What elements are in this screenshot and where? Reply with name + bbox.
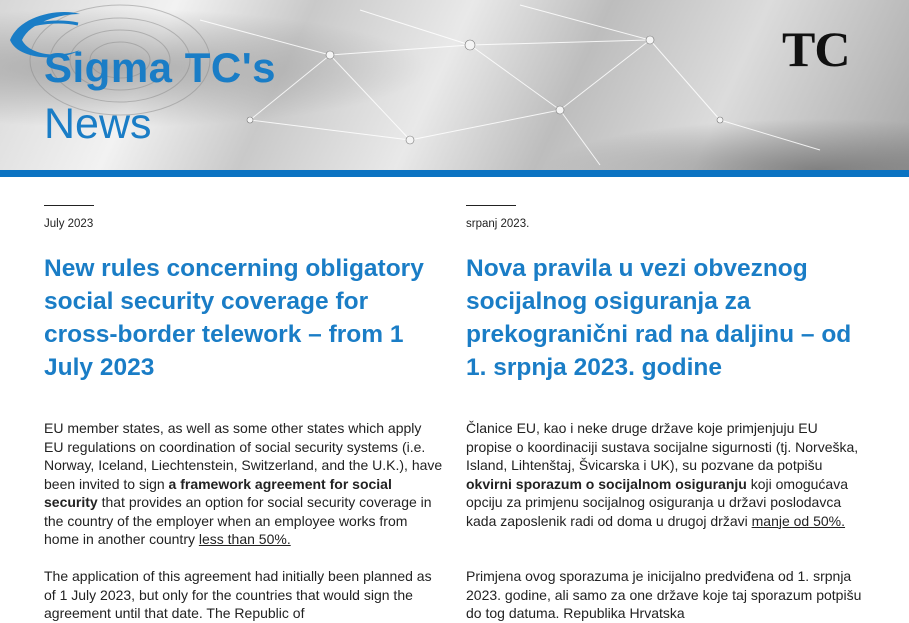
article-headline: Nova pravila u vezi obveznog socijalnog osiguranja za prekogranični rad na daljinu – od 1. srpnja 2023. godine bbox=[466, 255, 852, 381]
english-column bbox=[44, 205, 444, 621]
paragraph-underlined-text: manje od 50%. bbox=[751, 512, 846, 529]
article-paragraph-1 bbox=[44, 419, 444, 549]
newsletter-title: Sigma TC's bbox=[44, 44, 277, 91]
paragraph-bold-text: a framework agreement for social security bbox=[44, 475, 392, 510]
date-rule bbox=[466, 205, 516, 206]
paragraph-bold-text: okvirni sporazum o socijalnom osiguranju bbox=[466, 475, 747, 492]
paragraph-underlined-text: less than 50%. bbox=[198, 531, 291, 547]
article-paragraph-2: The application of this agreement had initially been planned as of 1 July 2023, but only for the countries that would sign the agreement until that date. The Republic of bbox=[44, 568, 432, 621]
date-rule bbox=[44, 205, 94, 206]
paragraph-text: koji omogućava opciju za primjenu socijalnog osiguranja u državi poslodavca kada zaposlenik radi od doma u drugoj državi bbox=[466, 475, 848, 529]
paragraph-text: EU member states, as well as some other states which apply EU regulations on coordination of social security systems (i.e. Norway, Iceland, Liechtenstein, Switzerland, and the U.K.), have been invited to sign bbox=[44, 420, 443, 492]
header-banner bbox=[0, 0, 909, 170]
logo-text: TC bbox=[782, 21, 850, 77]
article-date: srpanj 2023. bbox=[466, 218, 530, 230]
paragraph-text: Članice EU, kao i neke druge države koje primjenjuju EU propise o koordinaciji sustava socijalne sigurnosti (tj. Norveška, Island, Lihtenštaj, Švicarska i UK), su pozvane da potpišu bbox=[466, 420, 859, 473]
header-divider-bar bbox=[0, 170, 909, 177]
paragraph-text: that provides an option for social security coverage in the country of the employer when an employee works from home in another country bbox=[44, 494, 432, 547]
article-headline: New rules concerning obligatory social security coverage for cross-border telework – from 1 July 2023 bbox=[44, 255, 424, 381]
croatian-column bbox=[466, 205, 866, 621]
article-date: July 2023 bbox=[44, 218, 94, 230]
article-paragraph-2: Primjena ovog sporazuma je inicijalno predviđena od 1. srpnja 2023. godine, ali samo za one države koje taj sporazum potpišu do tog datuma. Republika Hrvatska bbox=[466, 568, 862, 621]
newsletter-subtitle: News bbox=[44, 100, 152, 148]
sigma-tc-logo-icon bbox=[0, 0, 160, 66]
article-paragraph-1 bbox=[466, 419, 866, 530]
